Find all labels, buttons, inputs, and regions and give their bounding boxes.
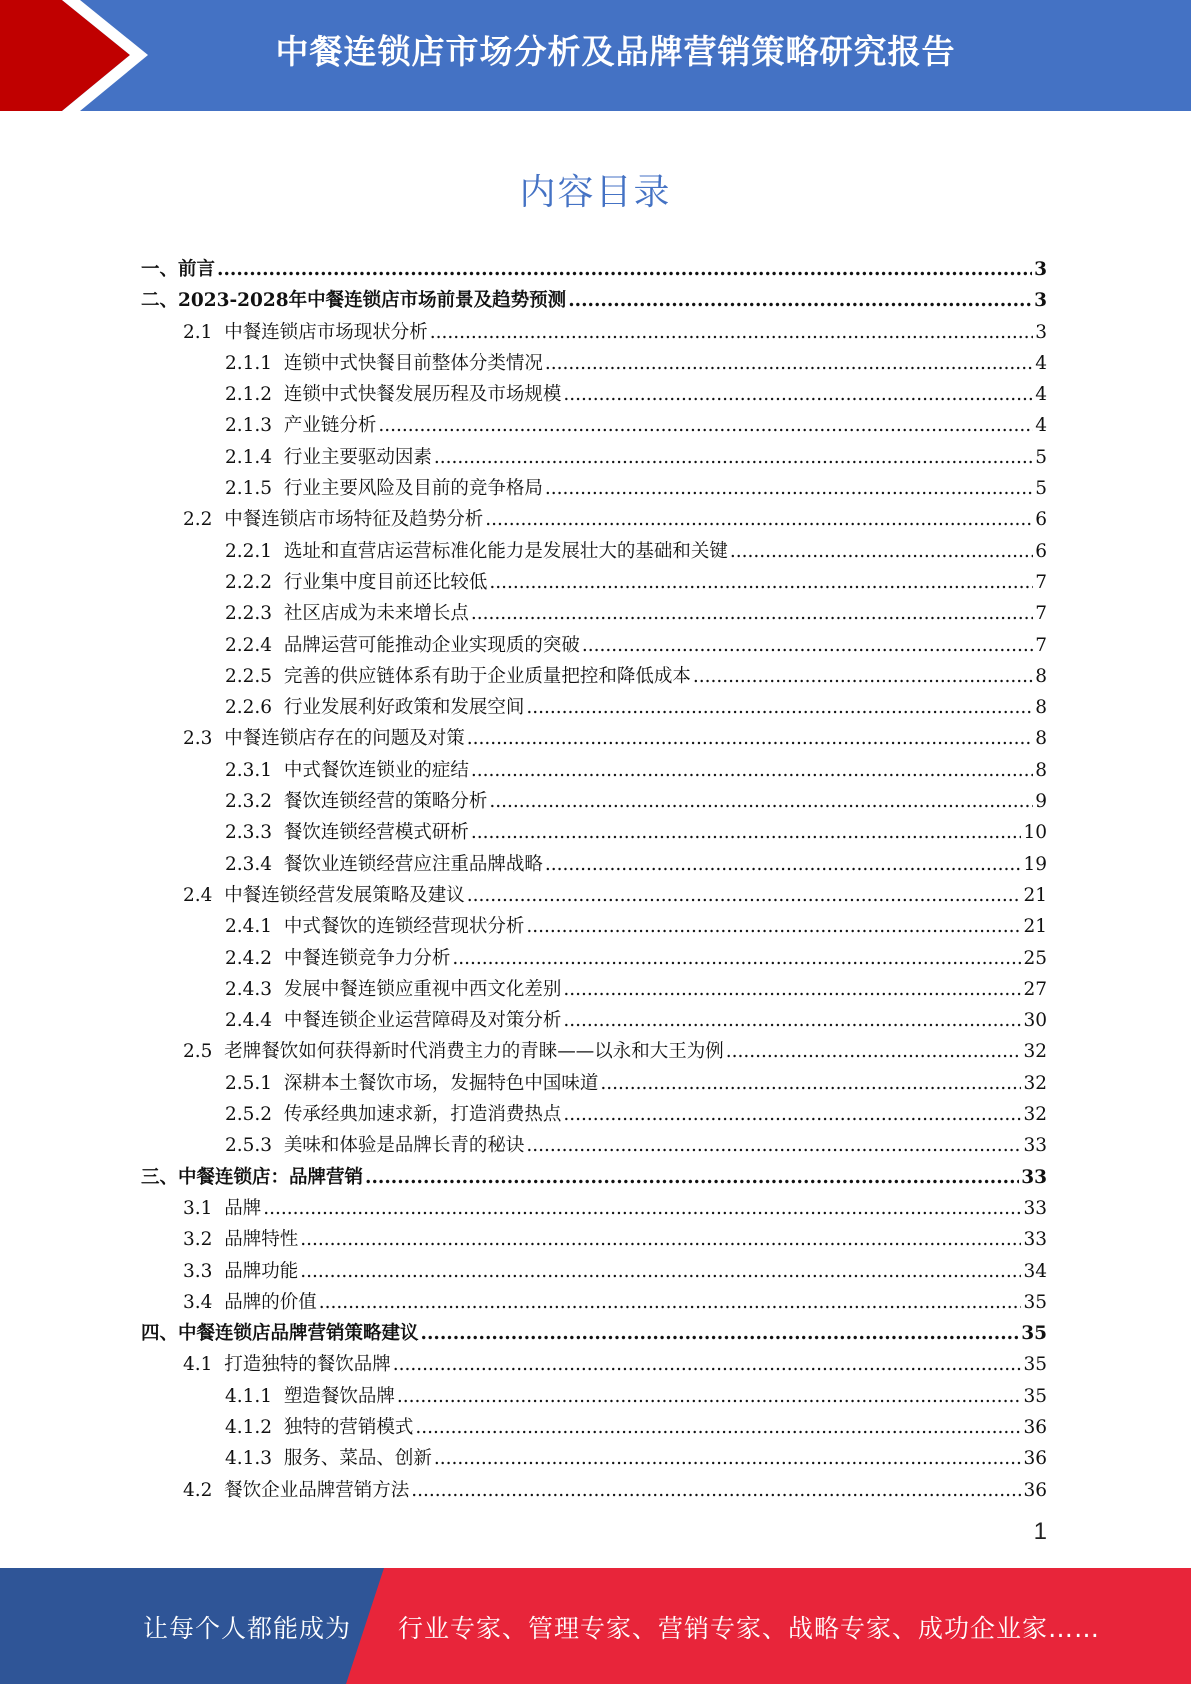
toc-dot-leader bbox=[365, 1162, 1019, 1193]
toc-entry-title: 中餐连锁经营发展策略及建议 bbox=[224, 884, 465, 906]
toc-entry-number: 2.2.2 bbox=[225, 571, 284, 593]
toc-entry-number: 2.5.2 bbox=[225, 1104, 284, 1126]
footer-slogan-right: 行业专家、管理专家、营销专家、战略专家、成功企业家…… bbox=[398, 1614, 1101, 1643]
toc-entry-page: 4 bbox=[1035, 384, 1047, 406]
toc-entry-page: 32 bbox=[1023, 1041, 1047, 1063]
toc-entry-number: 2.4.2 bbox=[225, 947, 284, 969]
toc-entry-title: 餐饮业连锁经营应注重品牌战略 bbox=[283, 853, 543, 875]
toc-entry[interactable] bbox=[0, 379, 1191, 410]
toc-entry-number: 2.3.2 bbox=[225, 791, 284, 813]
toc-entry-title: 中餐连锁店：品牌营销 bbox=[178, 1166, 364, 1188]
toc-entry-page: 7 bbox=[1035, 571, 1047, 593]
toc-entry-number: 2.2.3 bbox=[225, 603, 284, 625]
toc-entry-page: 5 bbox=[1035, 446, 1047, 468]
toc-entry-number: 2.1.2 bbox=[225, 384, 284, 406]
toc-entry[interactable] bbox=[0, 911, 1191, 942]
toc-entry-number: 2.4 bbox=[183, 884, 225, 906]
toc-entry[interactable] bbox=[0, 880, 1191, 911]
toc-entry-number: 2.4.3 bbox=[225, 978, 284, 1000]
toc-dot-leader bbox=[568, 285, 1032, 316]
toc-entry[interactable] bbox=[0, 1036, 1191, 1067]
toc-entry-title: 行业发展利好政策和发展空间 bbox=[283, 697, 525, 719]
toc-entry-title: 餐饮企业品牌营销方法 bbox=[224, 1479, 410, 1501]
toc-entry-number: 2.2 bbox=[183, 509, 225, 531]
toc-entry-title: 餐饮连锁经营模式研析 bbox=[283, 822, 469, 844]
header-banner bbox=[0, 0, 1191, 111]
toc-dot-leader bbox=[217, 254, 1032, 285]
toc-entry[interactable] bbox=[0, 661, 1191, 692]
toc-entry-page: 32 bbox=[1023, 1072, 1047, 1094]
toc-dot-leader bbox=[415, 1412, 1021, 1443]
toc-dot-leader bbox=[563, 379, 1033, 410]
toc-entry[interactable] bbox=[0, 254, 1191, 285]
toc-dot-leader bbox=[730, 536, 1033, 567]
toc-entry[interactable] bbox=[0, 1349, 1191, 1380]
toc-entry[interactable] bbox=[0, 1068, 1191, 1099]
toc-dot-leader bbox=[467, 723, 1034, 754]
toc-entry[interactable] bbox=[0, 817, 1191, 848]
toc-dot-leader bbox=[582, 630, 1033, 661]
toc-entry[interactable] bbox=[0, 410, 1191, 441]
toc-entry-page: 33 bbox=[1021, 1166, 1047, 1188]
toc-entry-number: 2.5.1 bbox=[225, 1072, 284, 1094]
toc-entry-title: 中餐连锁竞争力分析 bbox=[283, 947, 451, 969]
toc-entry-page: 35 bbox=[1023, 1385, 1047, 1407]
toc-dot-leader bbox=[452, 943, 1021, 974]
toc-entry-number: 2.1 bbox=[183, 321, 225, 343]
toc-entry-title: 行业集中度目前还比较低 bbox=[283, 571, 488, 593]
toc-entry-page: 21 bbox=[1023, 916, 1047, 938]
table-of-contents bbox=[0, 254, 1191, 1506]
toc-entry-page: 33 bbox=[1023, 1135, 1047, 1157]
toc-dot-leader bbox=[563, 974, 1021, 1005]
toc-entry-title: 行业主要驱动因素 bbox=[283, 446, 432, 468]
toc-entry-number: 2.3 bbox=[183, 728, 225, 750]
toc-entry-number: 四、 bbox=[141, 1323, 179, 1345]
toc-entry[interactable] bbox=[0, 567, 1191, 598]
toc-dot-leader bbox=[545, 348, 1033, 379]
toc-entry-number: 2.5.3 bbox=[225, 1135, 284, 1157]
toc-entry-number: 2.2.1 bbox=[225, 540, 284, 562]
toc-entry-number: 2.1.1 bbox=[225, 352, 284, 374]
toc-entry-title: 中餐连锁店市场现状分析 bbox=[224, 321, 428, 343]
toc-entry-page: 4 bbox=[1035, 352, 1047, 374]
toc-entry[interactable] bbox=[0, 1162, 1191, 1193]
toc-dot-leader bbox=[485, 504, 1033, 535]
page-number: 1 bbox=[1033, 1518, 1047, 1545]
toc-entry[interactable] bbox=[0, 786, 1191, 817]
toc-entry-number: 4.1.1 bbox=[225, 1385, 284, 1407]
toc-dot-leader bbox=[378, 410, 1033, 441]
toc-dot-leader bbox=[319, 1287, 1022, 1318]
toc-heading: 内容目录 bbox=[519, 172, 672, 213]
toc-entry-title: 服务、菜品、创新 bbox=[283, 1448, 432, 1470]
toc-entry[interactable] bbox=[0, 1318, 1191, 1349]
toc-entry-title: 中式餐饮的连锁经营现状分析 bbox=[283, 916, 525, 938]
toc-entry-page: 35 bbox=[1021, 1323, 1047, 1345]
toc-entry[interactable] bbox=[0, 536, 1191, 567]
toc-entry-title: 产业链分析 bbox=[283, 415, 377, 437]
toc-entry-page: 8 bbox=[1035, 697, 1047, 719]
toc-entry-number: 2.1.4 bbox=[225, 446, 284, 468]
toc-entry-number: 3.3 bbox=[183, 1260, 225, 1282]
toc-dot-leader bbox=[393, 1349, 1022, 1380]
toc-entry-page: 3 bbox=[1034, 259, 1047, 280]
toc-entry-title: 品牌的价值 bbox=[224, 1291, 317, 1313]
toc-entry-page: 4 bbox=[1035, 415, 1047, 437]
toc-entry-number: 2.4.1 bbox=[225, 916, 284, 938]
toc-entry-title: 独特的营销模式 bbox=[283, 1416, 414, 1438]
toc-entry-number: 2.5 bbox=[183, 1041, 225, 1063]
toc-entry[interactable] bbox=[0, 1256, 1191, 1287]
toc-entry-page: 7 bbox=[1035, 603, 1047, 625]
toc-entry-title: 打造独特的餐饮品牌 bbox=[224, 1354, 391, 1376]
toc-entry-title: 连锁中式快餐发展历程及市场规模 bbox=[283, 384, 562, 406]
toc-entry-title: 完善的供应链体系有助于企业质量把控和降低成本 bbox=[283, 665, 691, 687]
toc-entry-page: 8 bbox=[1035, 728, 1047, 750]
toc-entry-number: 4.1.3 bbox=[225, 1448, 284, 1470]
toc-entry[interactable] bbox=[0, 285, 1191, 316]
toc-entry-page: 3 bbox=[1035, 321, 1047, 343]
toc-entry-number: 2.2.5 bbox=[225, 665, 284, 687]
toc-entry-title: 中餐连锁店存在的问题及对策 bbox=[224, 728, 465, 750]
toc-entry[interactable] bbox=[0, 1381, 1191, 1412]
toc-dot-leader bbox=[434, 1443, 1022, 1474]
toc-entry-title: 发展中餐连锁应重视中西文化差别 bbox=[283, 978, 562, 1000]
toc-entry[interactable] bbox=[0, 630, 1191, 661]
toc-entry[interactable] bbox=[0, 974, 1191, 1005]
toc-dot-leader bbox=[563, 1005, 1021, 1036]
toc-entry-title: 社区店成为未来增长点 bbox=[283, 603, 469, 625]
toc-entry-page: 36 bbox=[1023, 1448, 1047, 1470]
toc-entry-number: 2.3.4 bbox=[225, 853, 284, 875]
toc-entry-title: 餐饮连锁经营的策略分析 bbox=[283, 791, 488, 813]
toc-entry-page: 33 bbox=[1023, 1197, 1047, 1219]
toc-entry-page: 35 bbox=[1023, 1354, 1047, 1376]
toc-entry[interactable] bbox=[0, 1005, 1191, 1036]
toc-entry[interactable] bbox=[0, 1443, 1191, 1474]
toc-entry-title: 中餐连锁企业运营障碍及对策分析 bbox=[283, 1010, 562, 1032]
toc-entry-number: 2.2.4 bbox=[225, 634, 284, 656]
toc-entry-number: 4.2 bbox=[183, 1479, 225, 1501]
toc-entry-number: 二、 bbox=[141, 290, 179, 312]
toc-entry-number: 4.1 bbox=[183, 1354, 225, 1376]
toc-entry-number: 4.1.2 bbox=[225, 1416, 284, 1438]
toc-entry-title: 中式餐饮连锁业的症结 bbox=[283, 759, 469, 781]
toc-dot-leader bbox=[545, 849, 1022, 880]
toc-dot-leader bbox=[526, 692, 1033, 723]
toc-dot-leader bbox=[471, 755, 1033, 786]
toc-dot-leader bbox=[300, 1256, 1021, 1287]
toc-entry[interactable] bbox=[0, 598, 1191, 629]
toc-entry-number: 3.2 bbox=[183, 1229, 225, 1251]
toc-entry-page: 8 bbox=[1035, 759, 1047, 781]
toc-entry-title: 中餐连锁店品牌营销策略建议 bbox=[178, 1323, 419, 1345]
toc-entry-title: 品牌功能 bbox=[224, 1260, 299, 1282]
toc-entry[interactable] bbox=[0, 317, 1191, 348]
toc-entry-title: 连锁中式快餐目前整体分类情况 bbox=[283, 352, 543, 374]
footer-slogan-left: 让每个人都能成为 bbox=[143, 1614, 352, 1643]
toc-entry-title: 品牌特性 bbox=[224, 1229, 299, 1251]
toc-entry-title: 行业主要风险及目前的竞争格局 bbox=[283, 478, 543, 500]
toc-entry[interactable] bbox=[0, 723, 1191, 754]
toc-entry[interactable] bbox=[0, 1475, 1191, 1506]
toc-entry-page: 36 bbox=[1023, 1416, 1047, 1438]
toc-dot-leader bbox=[545, 473, 1033, 504]
toc-entry[interactable] bbox=[0, 692, 1191, 723]
toc-entry-number: 三、 bbox=[141, 1166, 179, 1188]
toc-entry-page: 32 bbox=[1023, 1104, 1047, 1126]
toc-entry-title: 塑造餐饮品牌 bbox=[283, 1385, 395, 1407]
toc-dot-leader bbox=[430, 317, 1034, 348]
toc-dot-leader bbox=[471, 598, 1033, 629]
toc-entry[interactable] bbox=[0, 1099, 1191, 1130]
toc-dot-leader bbox=[526, 911, 1021, 942]
toc-entry-number: 2.1.3 bbox=[225, 415, 284, 437]
toc-entry-title: 老牌餐饮如何获得新时代消费主力的青睐——以永和大王为例 bbox=[224, 1041, 724, 1063]
toc-entry-page: 7 bbox=[1035, 634, 1047, 656]
toc-entry-number: 3.4 bbox=[183, 1291, 225, 1313]
toc-entry-page: 21 bbox=[1023, 884, 1047, 906]
toc-dot-leader bbox=[411, 1475, 1021, 1506]
toc-entry-page: 3 bbox=[1034, 290, 1047, 312]
toc-entry-page: 34 bbox=[1023, 1260, 1047, 1282]
toc-entry-title: 深耕本土餐饮市场，发掘特色中国味道 bbox=[283, 1072, 599, 1094]
toc-entry-title: 中餐连锁店市场特征及趋势分析 bbox=[224, 509, 484, 531]
toc-dot-leader bbox=[526, 1130, 1021, 1161]
toc-dot-leader bbox=[300, 1224, 1021, 1255]
toc-entry-number: 2.3.3 bbox=[225, 822, 284, 844]
toc-entry-page: 30 bbox=[1023, 1010, 1047, 1032]
toc-entry-page: 5 bbox=[1035, 478, 1047, 500]
toc-entry-page: 6 bbox=[1035, 540, 1047, 562]
toc-entry-number: 2.3.1 bbox=[225, 759, 284, 781]
toc-entry-number: 2.1.5 bbox=[225, 478, 284, 500]
toc-entry[interactable] bbox=[0, 849, 1191, 880]
toc-entry-title: 品牌 bbox=[224, 1197, 262, 1219]
toc-entry-number: 2.2.6 bbox=[225, 697, 284, 719]
toc-dot-leader bbox=[467, 880, 1022, 911]
toc-dot-leader bbox=[563, 1099, 1021, 1130]
toc-entry[interactable] bbox=[0, 1412, 1191, 1443]
toc-dot-leader bbox=[693, 661, 1033, 692]
toc-entry[interactable] bbox=[0, 348, 1191, 379]
toc-entry-title: 美味和体验是品牌长青的秘诀 bbox=[283, 1135, 525, 1157]
toc-entry-page: 36 bbox=[1023, 1479, 1047, 1501]
toc-dot-leader bbox=[600, 1068, 1021, 1099]
toc-entry-title: 品牌运营可能推动企业实现质的突破 bbox=[283, 634, 580, 656]
toc-entry-number: 一、 bbox=[141, 259, 179, 280]
toc-entry[interactable] bbox=[0, 504, 1191, 535]
toc-entry-page: 6 bbox=[1035, 509, 1047, 531]
toc-entry-title: 2023-2028年中餐连锁店市场前景及趋势预测 bbox=[178, 290, 567, 312]
toc-entry[interactable] bbox=[0, 1193, 1191, 1224]
report-title: 中餐连锁店市场分析及品牌营销策略研究报告 bbox=[275, 32, 956, 71]
toc-entry-number: 3.1 bbox=[183, 1197, 225, 1219]
toc-entry-title: 选址和直营店运营标准化能力是发展壮大的基础和关键 bbox=[283, 540, 728, 562]
toc-dot-leader bbox=[397, 1381, 1022, 1412]
toc-dot-leader bbox=[434, 442, 1033, 473]
toc-entry-page: 19 bbox=[1023, 853, 1047, 875]
toc-entry-page: 9 bbox=[1035, 791, 1047, 813]
toc-dot-leader bbox=[489, 786, 1033, 817]
toc-entry-page: 35 bbox=[1023, 1291, 1047, 1313]
toc-entry-page: 25 bbox=[1023, 947, 1047, 969]
toc-entry[interactable] bbox=[0, 473, 1191, 504]
toc-entry[interactable] bbox=[0, 943, 1191, 974]
toc-entry[interactable] bbox=[0, 1224, 1191, 1255]
toc-entry-page: 27 bbox=[1023, 978, 1047, 1000]
toc-entry[interactable] bbox=[0, 755, 1191, 786]
toc-entry-page: 33 bbox=[1023, 1229, 1047, 1251]
toc-dot-leader bbox=[421, 1318, 1020, 1349]
toc-entry-number: 2.4.4 bbox=[225, 1010, 284, 1032]
toc-dot-leader bbox=[726, 1036, 1022, 1067]
toc-entry-page: 8 bbox=[1035, 665, 1047, 687]
toc-entry[interactable] bbox=[0, 1130, 1191, 1161]
toc-dot-leader bbox=[263, 1193, 1021, 1224]
footer-banner bbox=[0, 1568, 1191, 1684]
toc-entry[interactable] bbox=[0, 442, 1191, 473]
toc-entry[interactable] bbox=[0, 1287, 1191, 1318]
toc-entry-title: 前言 bbox=[178, 259, 216, 280]
toc-entry-title: 传承经典加速求新，打造消费热点 bbox=[283, 1104, 562, 1126]
toc-entry-page: 10 bbox=[1023, 822, 1047, 844]
toc-dot-leader bbox=[489, 567, 1033, 598]
toc-dot-leader bbox=[471, 817, 1022, 848]
